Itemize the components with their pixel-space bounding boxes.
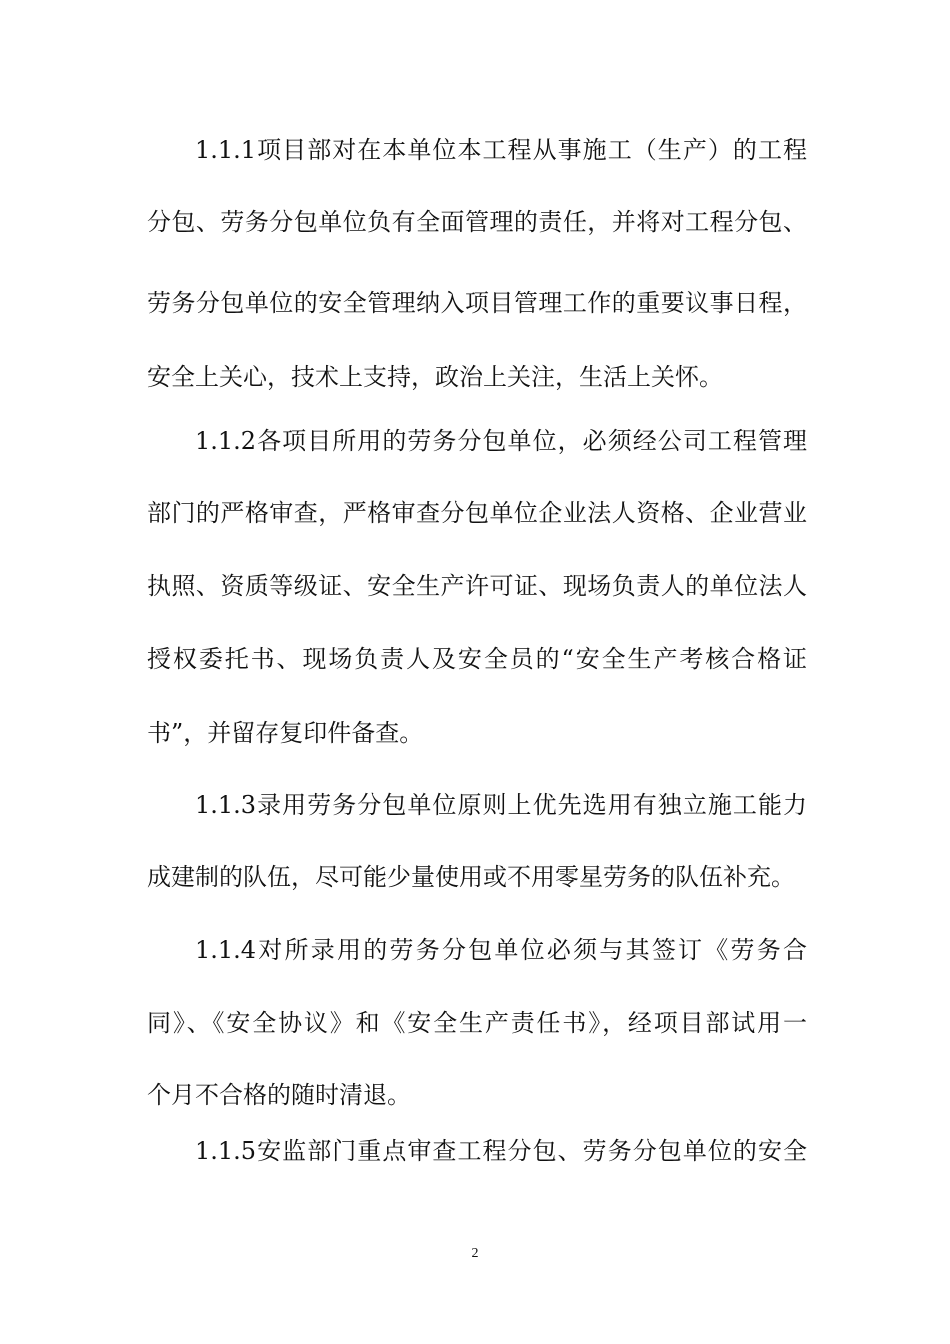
paragraph-4-line-2: 同》、《安全协议》和《安全生产责任书》，经项目部试用一 (147, 1009, 807, 1037)
paragraph-1-line-4: 安全上关心，技术上支持，政治上关注，生活上关怀。 (147, 363, 723, 391)
paragraph-3-line-2: 成建制的队伍，尽可能少量使用或不用零星劳务的队伍补充。 (147, 863, 795, 891)
paragraph-4-line-1: 1.1.4对所录用的劳务分包单位必须与其签订《劳务合 (195, 936, 807, 964)
paragraph-4-line-3: 个月不合格的随时清退。 (147, 1081, 411, 1109)
paragraph-2-line-5: 书”，并留存复印件备查。 (147, 719, 424, 747)
paragraph-5-line-1: 1.1.5安监部门重点审查工程分包、劳务分包单位的安全 (195, 1137, 807, 1165)
paragraph-1-line-1: 1.1.1项目部对在本单位本工程从事施工（生产）的工程 (195, 136, 807, 164)
paragraph-3-line-1: 1.1.3录用劳务分包单位原则上优先选用有独立施工能力 (195, 791, 807, 819)
paragraph-2-line-3: 执照、资质等级证、安全生产许可证、现场负责人的单位法人 (147, 572, 807, 600)
paragraph-2-line-2: 部门的严格审查，严格审查分包单位企业法人资格、企业营业 (147, 499, 807, 527)
paragraph-2-line-1: 1.1.2各项目所用的劳务分包单位，必须经公司工程管理 (195, 427, 807, 455)
page-number: 2 (471, 1246, 479, 1261)
paragraph-1-line-3: 劳务分包单位的安全管理纳入项目管理工作的重要议事日程， (147, 289, 807, 317)
paragraph-2-line-4: 授权委托书、现场负责人及安全员的“安全生产考核合格证 (147, 645, 807, 673)
paragraph-1-line-2: 分包、劳务分包单位负有全面管理的责任，并将对工程分包、 (147, 208, 807, 236)
